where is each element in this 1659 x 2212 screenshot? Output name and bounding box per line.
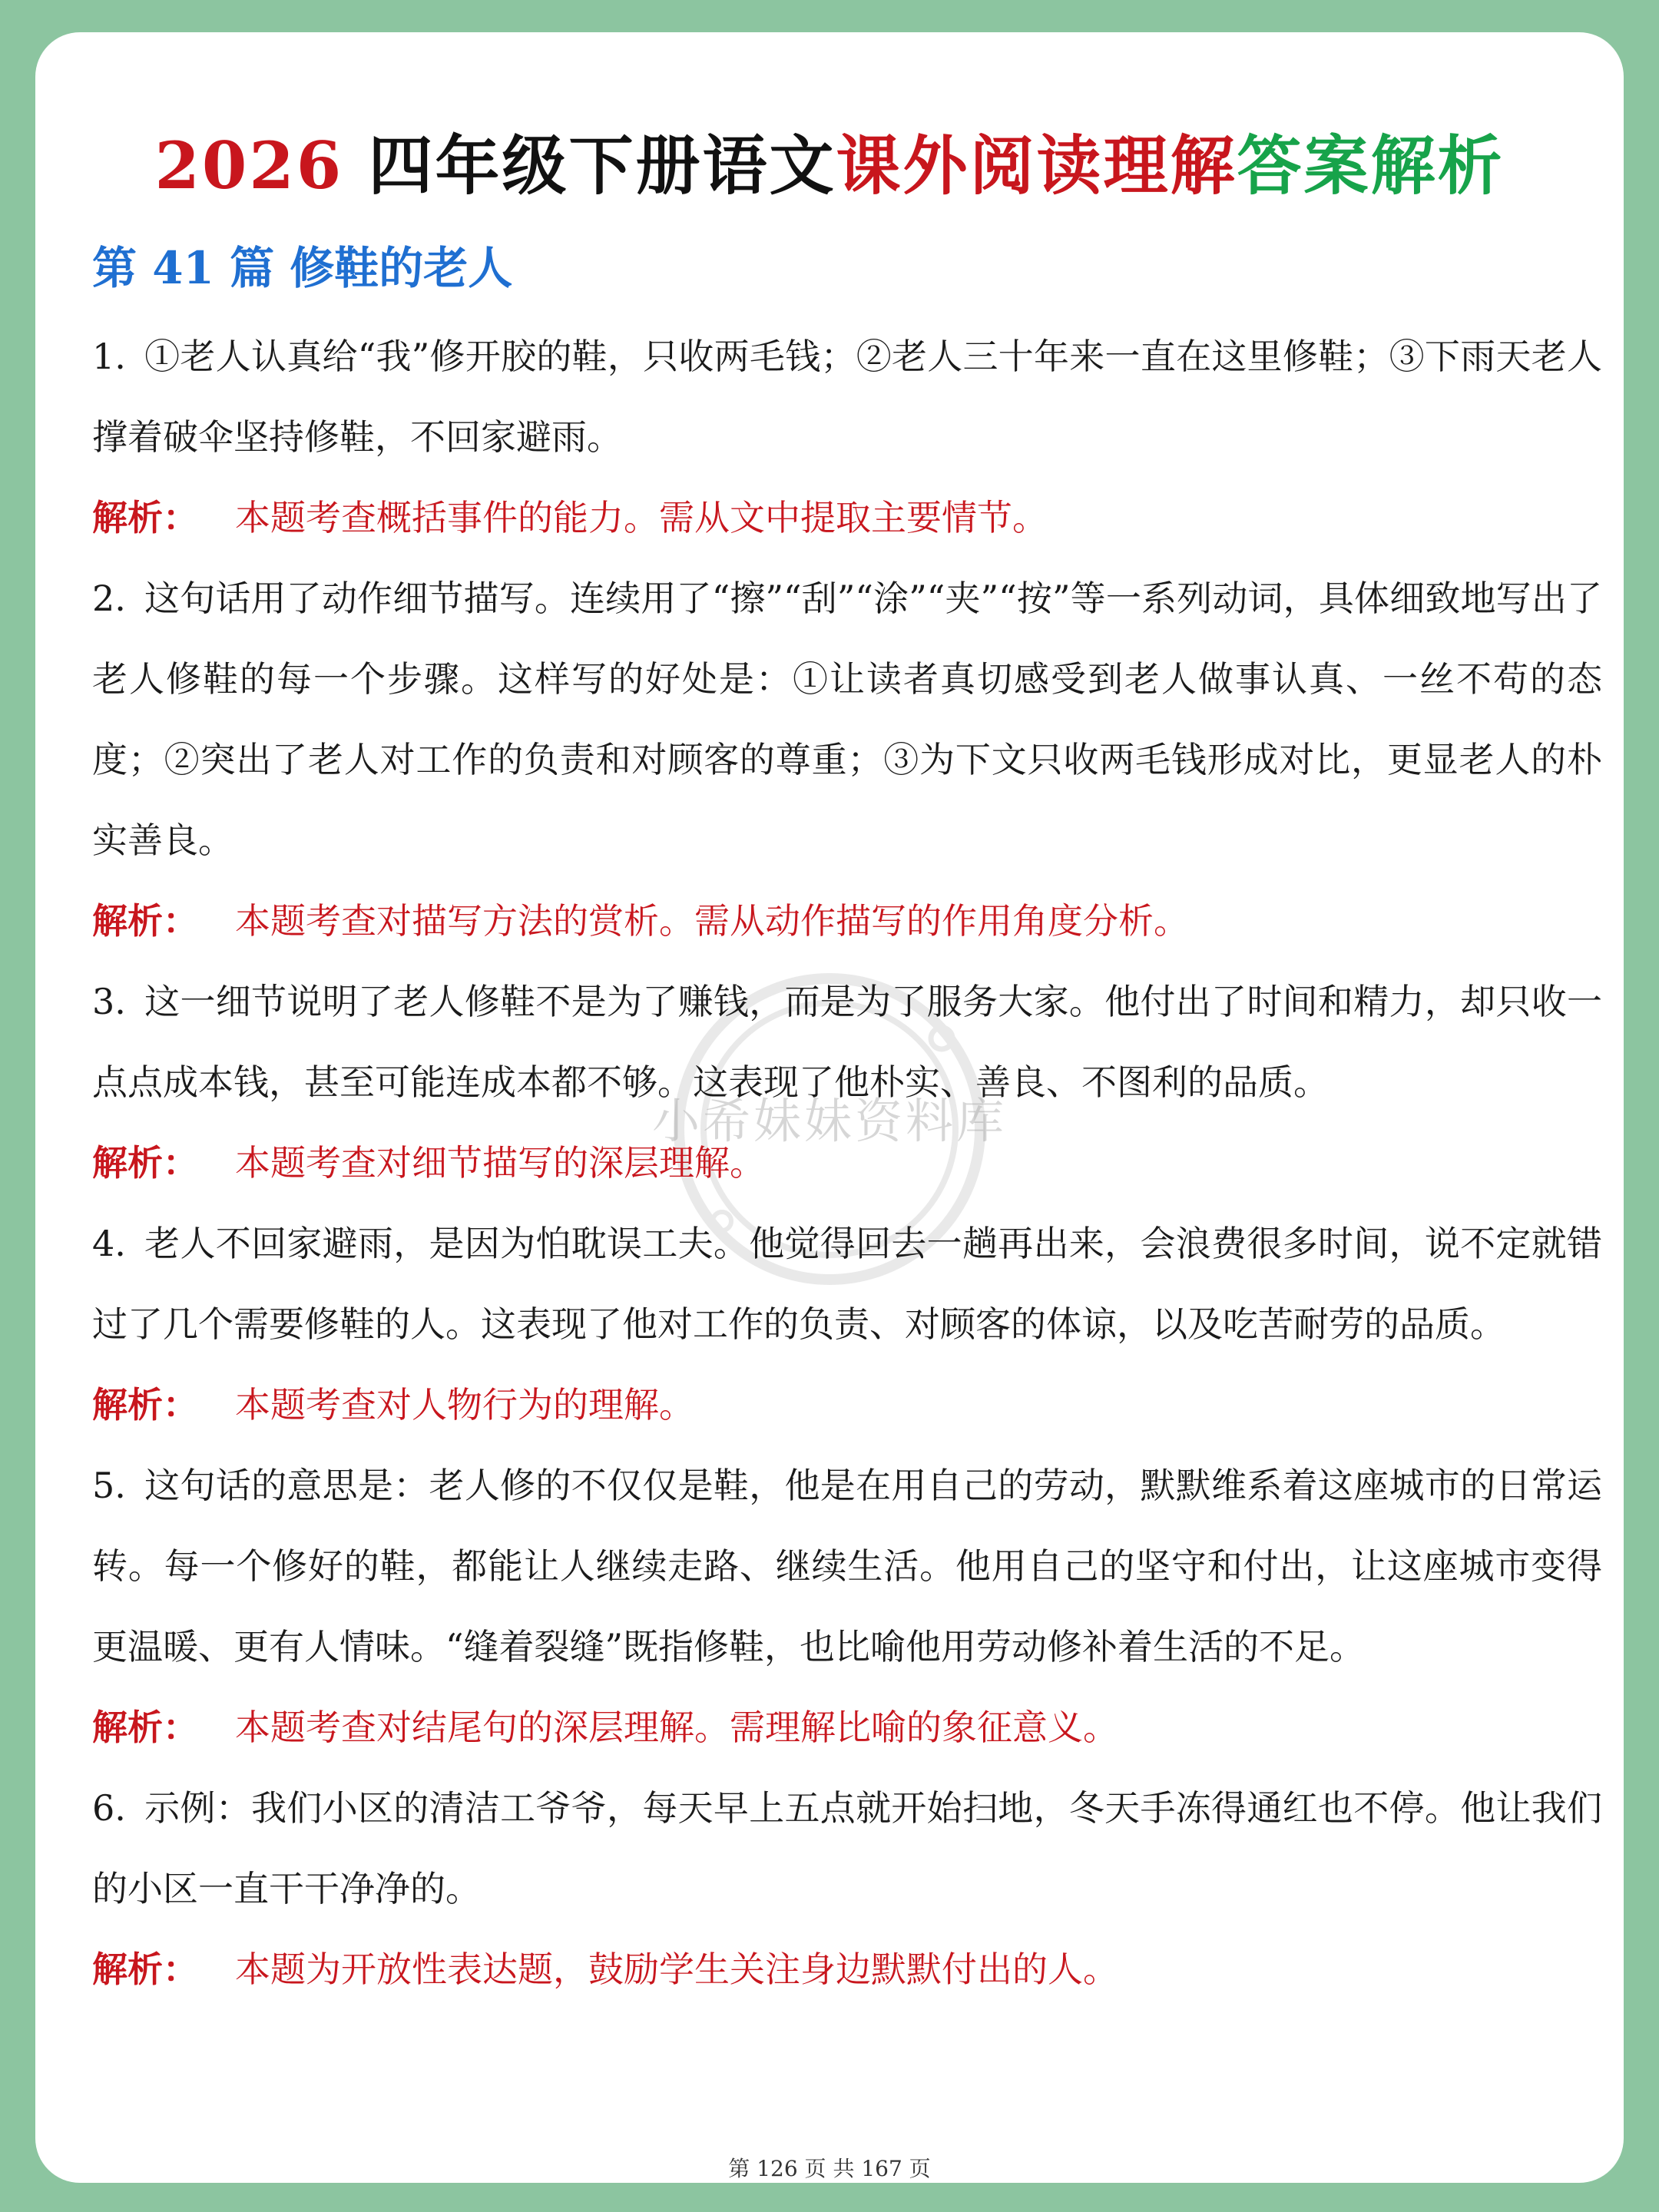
analysis-item bbox=[92, 1123, 1602, 1204]
answer-list bbox=[92, 316, 1602, 2010]
analysis-label: 解析： bbox=[92, 1384, 198, 1426]
analysis-text: 本题考查对细节描写的深层理解。 bbox=[235, 1142, 765, 1184]
answer-item bbox=[92, 558, 1602, 881]
title-grade-subject: 四年级下册语文 bbox=[343, 127, 836, 204]
answer-number: 6. bbox=[92, 1787, 126, 1829]
analysis-text: 本题为开放性表达题，鼓励学生关注身边默默付出的人。 bbox=[235, 1949, 1118, 1990]
title-answers: 答案解析 bbox=[1237, 127, 1505, 204]
answer-number: 3. bbox=[92, 981, 126, 1022]
analysis-item bbox=[92, 1929, 1602, 2010]
analysis-text: 本题考查概括事件的能力。需从文中提取主要情节。 bbox=[235, 497, 1048, 538]
page-number: 第 126 页 共 167 页 bbox=[728, 2156, 931, 2181]
answer-number: 1. bbox=[92, 336, 126, 377]
answer-text: ①老人认真给“我”修开胶的鞋，只收两毛钱；②老人三十年来一直在这里修鞋；③下雨天老人撑着破伞坚持修鞋，不回家避雨。 bbox=[92, 336, 1602, 458]
article-title: 第 41 篇 修鞋的老人 bbox=[92, 242, 513, 294]
answer-text: 示例：我们小区的清洁工爷爷，每天早上五点就开始扫地，冬天手冻得通红也不停。他让我们的小区一直干干净净的。 bbox=[92, 1787, 1602, 1909]
analysis-label: 解析： bbox=[92, 497, 198, 538]
analysis-text: 本题考查对结尾句的深层理解。需理解比喻的象征意义。 bbox=[235, 1707, 1118, 1748]
analysis-text: 本题考查对人物行为的理解。 bbox=[235, 1384, 694, 1426]
analysis-label: 解析： bbox=[92, 1142, 198, 1184]
answer-text: 老人不回家避雨，是因为怕耽误工夫。他觉得回去一趟再出来，会浪费很多时间，说不定就错过了几个需要修鞋的人。这表现了他对工作的负责、对顾客的体谅，以及吃苦耐劳的品质。 bbox=[92, 1223, 1602, 1345]
answer-item bbox=[92, 1445, 1602, 1687]
document-page bbox=[35, 32, 1624, 2183]
answer-number: 4. bbox=[92, 1223, 126, 1264]
page-title bbox=[35, 123, 1624, 209]
answer-text: 这句话用了动作细节描写。连续用了“擦”“刮”“涂”“夹”“按”等一系列动词，具体细致地写出了老人修鞋的每一个步骤。这样写的好处是：①让读者真切感受到老人做事认真、一丝不苟的态度；②突出了老人对工作的负责和对顾客的尊重；③为下文只收两毛钱形成对比，更显老人的朴实善良。 bbox=[92, 578, 1602, 861]
title-reading: 课外阅读理解 bbox=[836, 127, 1237, 204]
analysis-text: 本题考查对描写方法的赏析。需从动作描写的作用角度分析。 bbox=[235, 900, 1189, 942]
analysis-label: 解析： bbox=[92, 1949, 198, 1990]
answer-text: 这一细节说明了老人修鞋不是为了赚钱，而是为了服务大家。他付出了时间和精力，却只收一点点成本钱，甚至可能连成本都不够。这表现了他朴实、善良、不图利的品质。 bbox=[92, 981, 1602, 1103]
answer-item bbox=[92, 1768, 1602, 1929]
answer-item bbox=[92, 316, 1602, 478]
watermark-text: 小希妹妹资料库 bbox=[651, 1093, 1007, 1149]
answer-number: 5. bbox=[92, 1465, 126, 1506]
analysis-item bbox=[92, 1687, 1602, 1768]
analysis-item bbox=[92, 1365, 1602, 1445]
analysis-item bbox=[92, 881, 1602, 962]
analysis-label: 解析： bbox=[92, 1707, 198, 1748]
analysis-label: 解析： bbox=[92, 900, 198, 942]
answer-text: 这句话的意思是：老人修的不仅仅是鞋，他是在用自己的劳动，默默维系着这座城市的日常运转。每一个修好的鞋，都能让人继续走路、继续生活。他用自己的坚守和付出，让这座城市变得更温暖、更有人情味。“缝着裂缝”既指修鞋，也比喻他用劳动修补着生活的不足。 bbox=[92, 1465, 1602, 1667]
title-year: 2026 bbox=[154, 127, 344, 204]
answer-item bbox=[92, 1204, 1602, 1365]
answer-number: 2. bbox=[92, 578, 126, 619]
analysis-item bbox=[92, 478, 1602, 558]
answer-item bbox=[92, 962, 1602, 1123]
